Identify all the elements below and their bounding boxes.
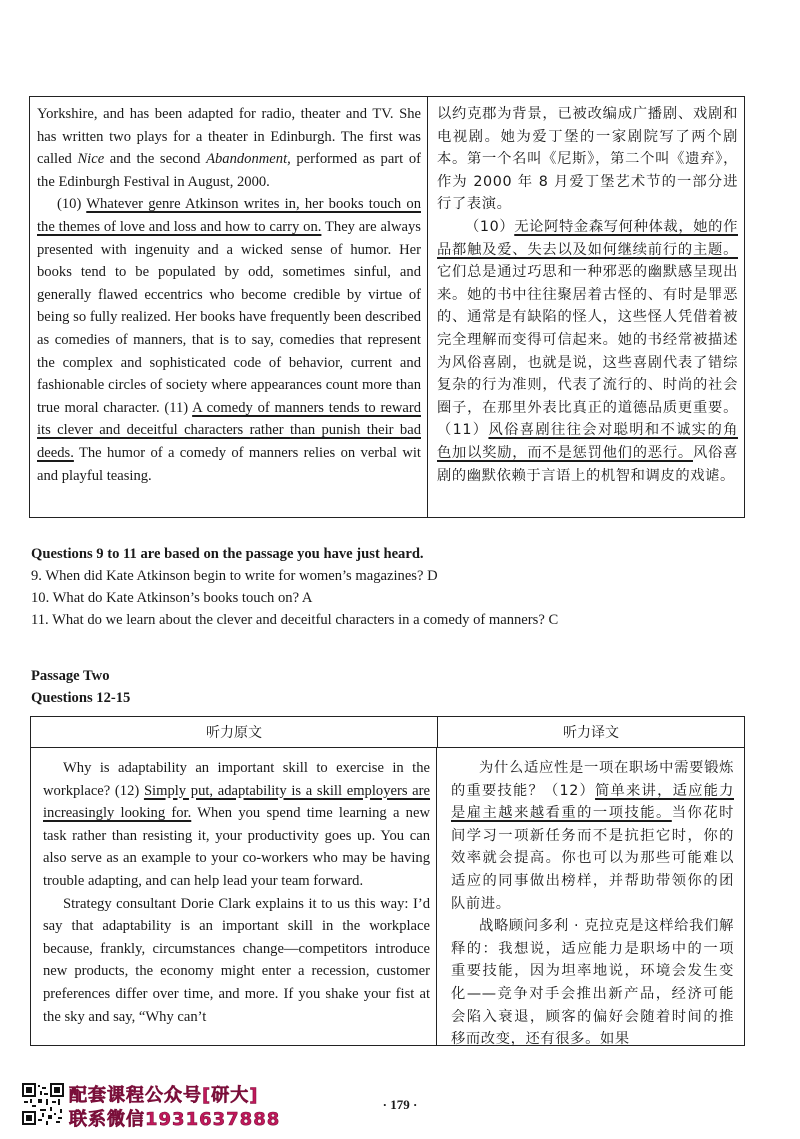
page-number: · 179 · [382,1097,418,1112]
text-run: The humor of a comedy of manners relies on verbal wit and playful teasing. [37,444,421,484]
bilingual-table-top [29,96,745,518]
question-item: 11. What do we learn about the clever and deceitful characters in a comedy of manners? C [31,612,559,628]
play-title-nice: Nice [77,151,105,168]
underlined-translation-12: 简单来讲，适应能力是雇主越来越看重的一项技能。 [451,782,734,822]
english-paragraph: Strategy consultant Dorie Clark explains it to us this way: I’d say that adaptability is an important skill in the workplace because, frankly, circumstances change—competitors introduce new products, the economy might enter a recession, customer preferences differ over time, and more. If you shake your fist at the sky and say, “Why can’t [43,895,430,1025]
watermark-line-2: 联系微信1931637888 [69,1109,281,1130]
underlined-answer-10: Whatever genre Atkinson writes in, her books touch on the themes of love and loss and how to carry on. [37,196,421,235]
text-run: They are always presented with ingenuity and a wicked sense of humor. Her books tend to be populated by odd, sometimes sinful, and generally flawed eccentrics who become credible by virtue of being so fully realized. Her books have frequently been described as comedies of manners, that is to say, comedies that represent the complex and sophisticated code of behavior, current and fashionable circles of society where appearances count more than true moral character. (11) [37,218,421,416]
text-run: 风俗喜剧的幽默依赖于言语上的机智和调皮的戏谑。 [437,444,738,484]
text-run: and the second [104,151,207,168]
text-run: 为什么适应性是一项在职场中需要锻炼的重要技能？（12） [451,760,734,799]
questions-heading: Questions 9 to 11 are based on the passage you have just heard. [31,546,424,562]
text-run: Yorkshire, and has been adapted for radio, theater and TV. She has written two plays for a theater in Edinburgh. The first was called [37,106,421,168]
chinese-paragraph: 以约克郡为背景，已被改编成广播剧、戏剧和电视剧。她为爱丁堡的一家剧院写了两个剧本。第一个名叫《尼斯》，第二个叫《遗弃》，作为 2000 年 8 月爱丁堡艺术节的一部分进行了表演。 [437,106,738,213]
table-header-row [31,717,744,748]
qr-code-icon [22,1083,64,1125]
underlined-answer-11: A comedy of manners tends to reward its clever and deceitful characters rather than punish their bad deeds. [37,399,421,461]
play-title-abandonment: Abandonment [206,151,288,168]
header-original-text: 听力原文 [31,717,438,747]
english-column [30,97,428,517]
passage-subtitle: Questions 12-15 [31,690,131,706]
passage-two-heading [31,665,130,709]
english-paragraph [43,757,430,893]
text-run: When you spend time learning a new task rather than resisting it, your productivity goes up. You can also serve as an example to your co-workers who may be having trouble adapting, and can help lead your team forward. [43,805,430,889]
chinese-column [428,97,744,517]
text-run: Why is adaptability an important skill to exercise in the workplace? (12) [43,760,430,799]
chinese-paragraph: 战略顾问多利 · 克拉克是这样给我们解释的：我想说，适应能力是职场中的一项重要技能，因为坦率地说，环境会发生变化——竞争对手会推出新产品，经济可能会陷入衰退，顾客的偏好会随着时间的推移而改变，还有很多。如果 [451,918,734,1048]
passage-title: Passage Two [31,668,110,684]
chinese-column [437,748,744,1048]
english-column [31,748,437,1045]
chinese-paragraph [437,216,738,487]
header-translation: 听力译文 [563,725,619,741]
text-run: 当你花时间学习一项新任务而不是抗拒它时，你的效率就会提高。你也可以为那些可能难以适应的同事做出榜样，并帮助带领你的团队前进。 [451,805,734,912]
watermark-line-1: 配套课程公众号[研大] [69,1085,259,1106]
text-run: （10） [465,218,515,235]
underlined-answer-12: Simply put, adaptability is a skill employers are increasingly looking for. [43,782,431,822]
underlined-translation-10: 无论阿特金森写何种体裁，她的作品都触及爱、失去以及如何继续前行的主题。 [437,218,738,258]
text-run: (10) [57,196,87,213]
question-item: 9. When did Kate Atkinson begin to write for women’s magazines? D [31,568,438,584]
english-paragraph [37,103,421,193]
english-paragraph [37,193,421,487]
bilingual-table-passage-two [30,716,745,1046]
text-run: , performed as part of the Edinburgh Festival in August, 2000. [37,151,421,190]
questions-block [31,543,751,631]
chinese-paragraph [451,757,734,915]
table-body-row [31,748,744,1048]
watermark [22,1083,312,1133]
text-run: 它们总是通过巧思和一种邪恶的幽默感呈现出来。她的书中往往聚居着古怪的、有时是罪恶的、通常是有缺陷的怪人，这些怪人凭借着被完全理解而变得可信起来。她的书经常被描述为风俗喜剧，也就是说，这些喜剧代表了错综复杂的行为准则，代表了流行的、时尚的社会圈子，在那里外表比真正的道德品质更重要。（11） [437,264,738,439]
question-item: 10. What do Kate Atkinson’s books touch on? A [31,590,313,606]
underlined-translation-11: 风俗喜剧往往会对聪明和不诚实的角色加以奖励，而不是惩罚他们的恶行。 [437,422,738,461]
